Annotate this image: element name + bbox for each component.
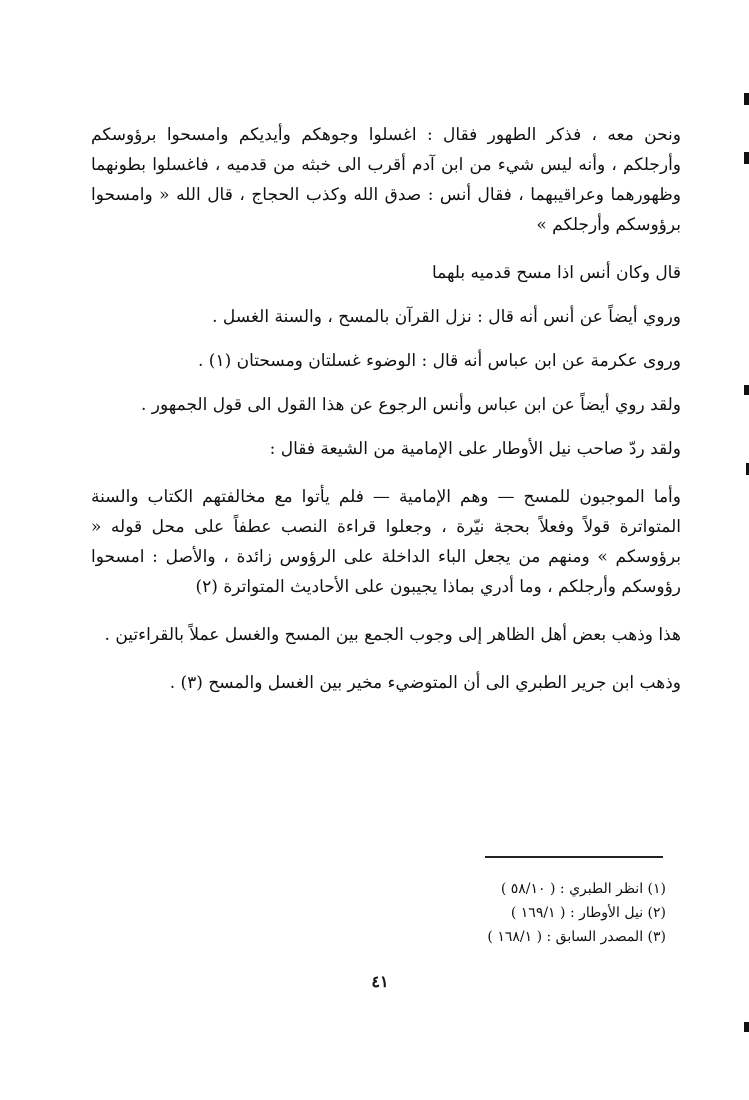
footnote-3: (٣) المصدر السابق : ( ١٦٨/١ ) <box>487 929 666 945</box>
paragraph-nayl-alawtar-intro: ولقد ردّ صاحب نيل الأوطار على الإمامية من الشيعة فقال : <box>269 439 681 459</box>
scan-edge-mark <box>744 152 749 164</box>
paragraph-zahiriyyah: هذا وذهب بعض أهل الظاهر إلى وجوب الجمع بين المسح والغسل عملاً بالقراءتين . <box>104 625 681 645</box>
footnotes <box>266 877 666 949</box>
scan-edge-mark <box>744 93 749 105</box>
page-number: ٤١ <box>371 972 389 991</box>
paragraph-quran-masah: وروي أيضاً عن أنس أنه قال : نزل القرآن بالمسح ، والسنة الغسل . <box>212 307 681 327</box>
scan-edge-mark <box>744 385 749 395</box>
paragraph-hadith-anas: ونحن معه ، فذكر الطهور فقال : اغسلوا وجوهكم وأيديكم وامسحوا برؤوسكم وأرجلكم ، وأنه ليس شيء من ابن آدم أقرب الى خبثه من قدميه ، فاغسلوا بطونهما وظهورهما وعراقيبهما ، فقال أنس : صدق الله وكذب الحجاج ، قال الله « وامسحوا برؤوسكم وأرجلكم » <box>91 125 681 235</box>
paragraph-retraction: ولقد روي أيضاً عن ابن عباس وأنس الرجوع عن هذا القول الى قول الجمهور . <box>140 395 681 415</box>
paragraph-ibn-jarir: وذهب ابن جرير الطبري الى أن المتوضيء مخير بين الغسل والمسح (٣) . <box>169 673 681 693</box>
scan-edge-mark <box>744 1022 749 1032</box>
footnote-2: (٢) نيل الأوطار : ( ١٦٩/١ ) <box>510 905 666 921</box>
footnote-divider <box>485 856 663 858</box>
footnote-1: (١) انظر الطبري : ( ٥٨/١٠ ) <box>500 881 666 897</box>
paragraph-imamiyyah-quote: وأما الموجبون للمسح — وهم الإمامية — فلم يأتوا مع مخالفتهم الكتاب والسنة المتواترة قولاً وفعلاً بحجة نيّرة ، وجعلوا قراءة النصب عطفاً على محل قوله « برؤوسكم » ومنهم من يجعل الباء الداخلة على الرؤوس زائدة ، والأصل : امسحوا رؤوسكم وأرجلكم ، وما أدري بماذا يجيبون على الأحاديث المتواترة (٢) <box>91 487 681 597</box>
main-text-body <box>91 120 681 716</box>
paragraph-ikrimah: وروى عكرمة عن ابن عباس أنه قال : الوضوء غسلتان ومسحتان (١) . <box>198 351 681 371</box>
paragraph-anas-wiping: قال وكان أنس اذا مسح قدميه بلهما <box>431 263 681 283</box>
